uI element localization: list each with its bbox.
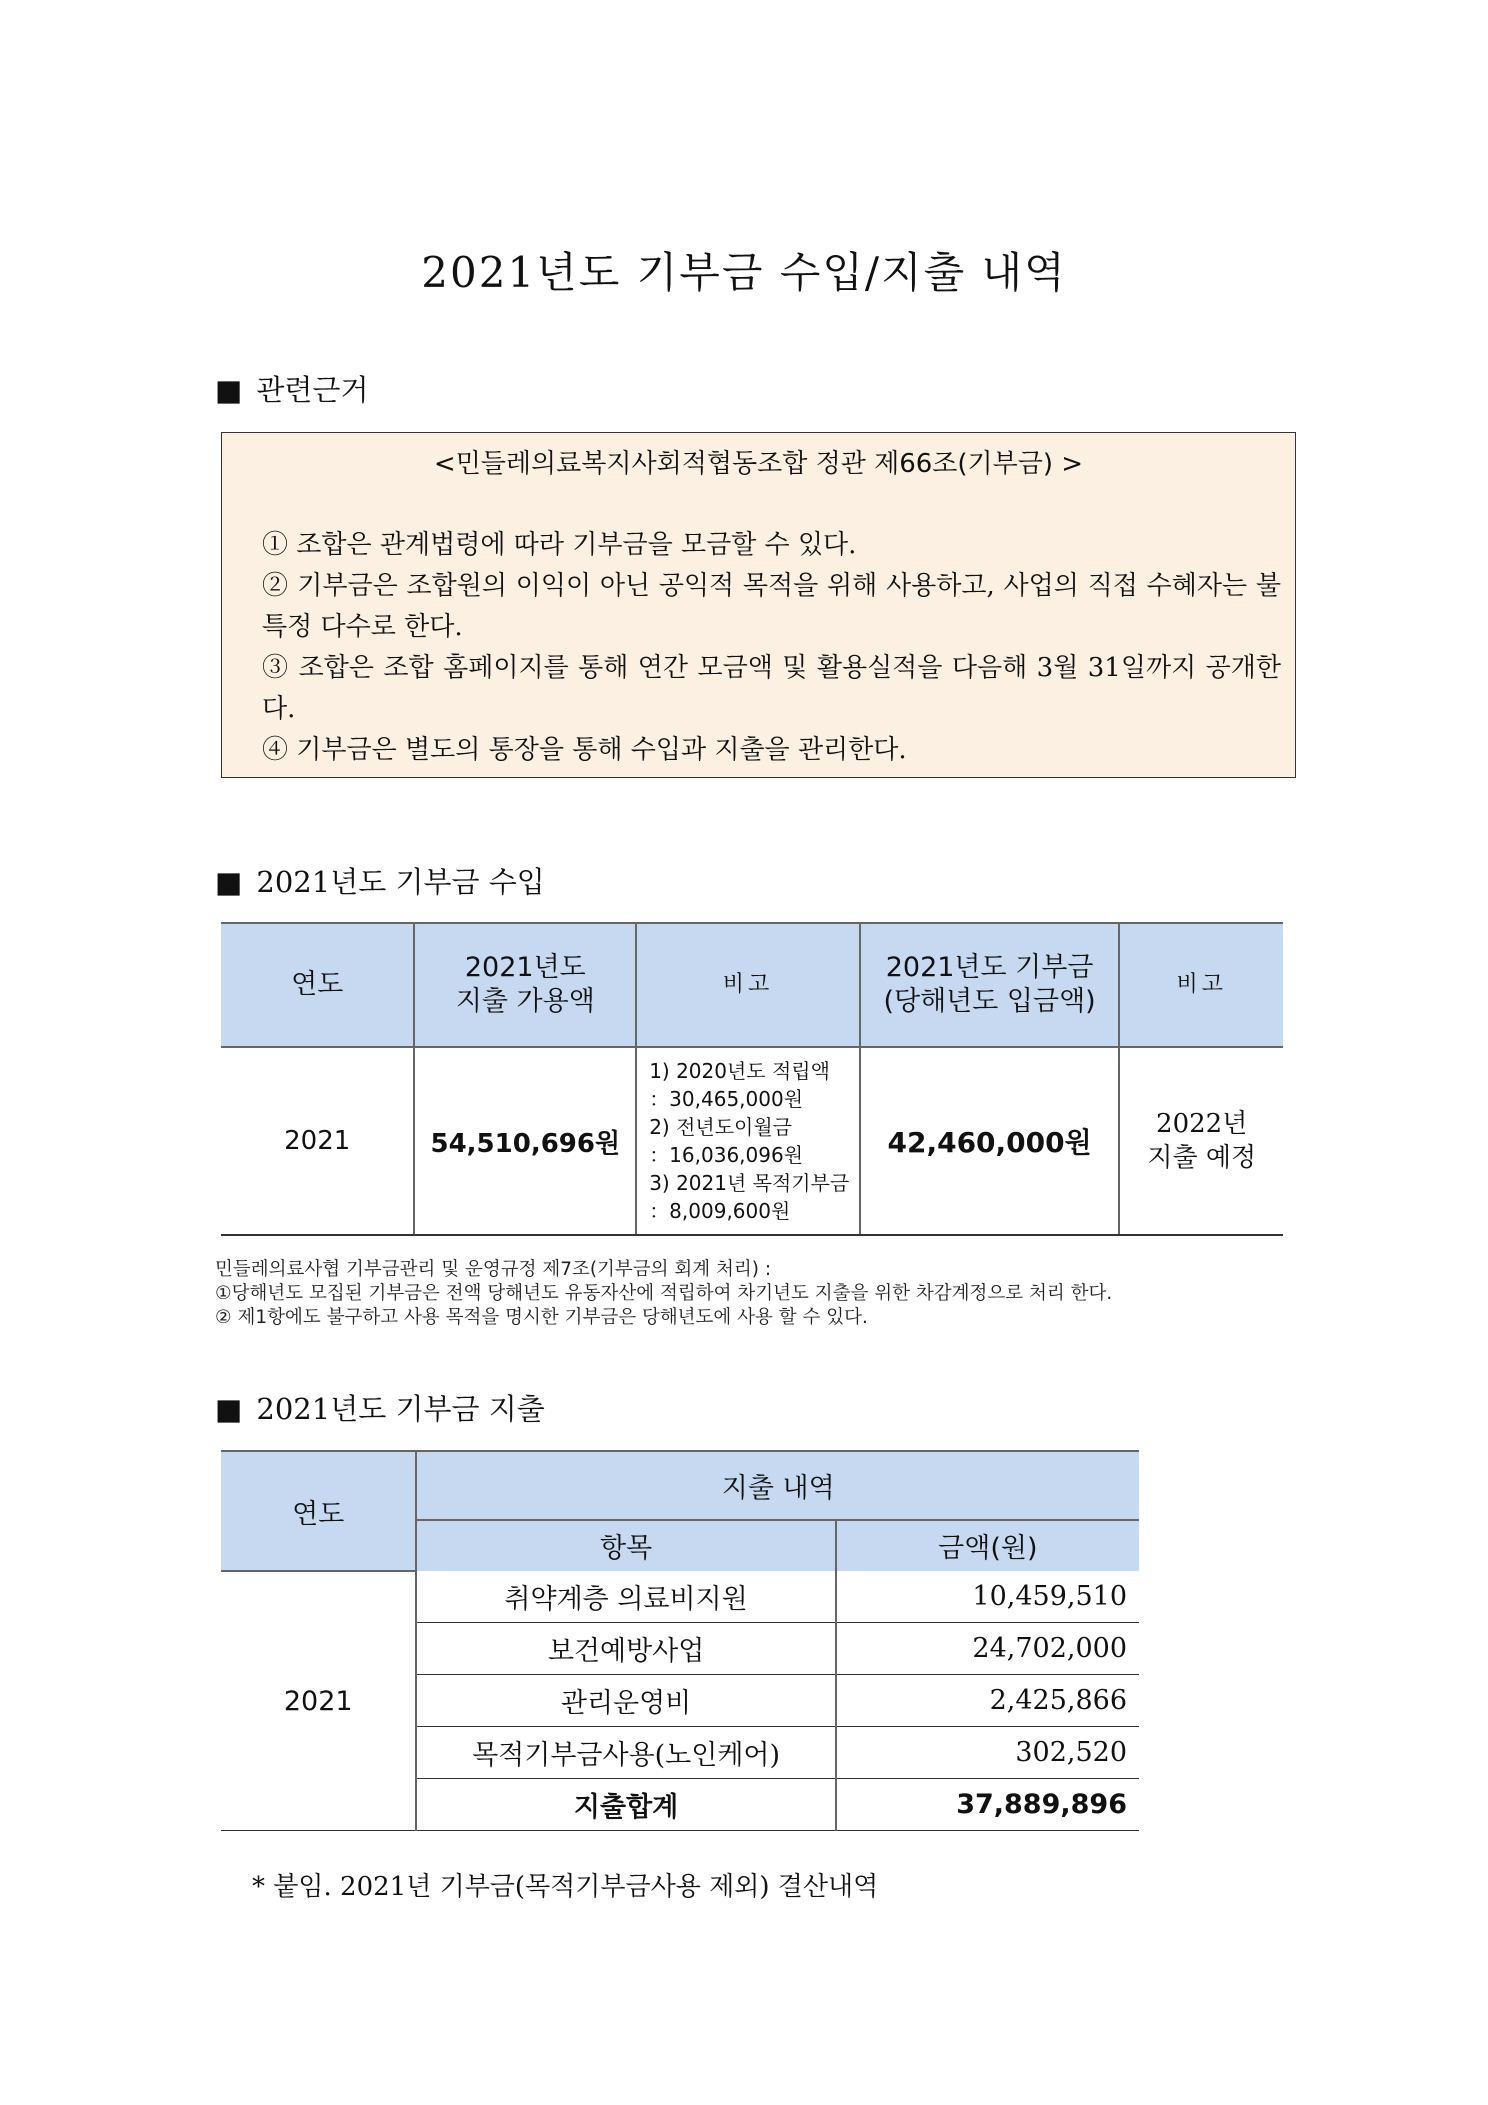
page-title: 2021년도 기부금 수입/지출 내역: [421, 248, 1067, 297]
income-footnote: [215, 1258, 1112, 1330]
header-available-line1: 2021년도: [464, 952, 586, 983]
header-donation-line2: (당해년도 입금액): [883, 986, 1096, 1017]
legal-heading: <민들레의료복지사회적협동조합 정관 제66조(기부금) >: [433, 449, 1084, 479]
expense-item: 보건예방사업: [416, 1623, 835, 1675]
note-line: ：8,009,600원: [649, 1199, 791, 1223]
expense-amount: 24,702,000: [836, 1623, 1139, 1675]
income-donation: 42,460,000원: [860, 1047, 1120, 1235]
section-heading-basis: [215, 368, 368, 409]
income-available: 54,510,696원: [414, 1047, 636, 1235]
legal-basis-box: [221, 432, 1296, 778]
legal-item: ② 기부금은 조합원의 이익이 아닌 공익적 목적을 위해 사용하고, 사업의 직접 수혜자는 불특정 다수로 한다.: [262, 571, 1281, 642]
legal-item: ③ 조합은 조합 홈페이지를 통해 연간 모금액 및 활용실적을 다음해 3월 31일까지 공개한다.: [262, 653, 1281, 724]
square-bullet-icon: ■: [215, 1392, 243, 1426]
footnote-line: ② 제1항에도 불구하고 사용 목적을 명시한 기부금은 당해년도에 사용 할 수 있다.: [215, 1307, 868, 1328]
note-line: ：16,036,096원: [649, 1143, 804, 1167]
income-notes: [636, 1047, 860, 1235]
expense-item: 취약계층 의료비지원: [416, 1571, 835, 1623]
expense-header-item: 항목: [416, 1520, 835, 1571]
header-available: [414, 923, 636, 1047]
footnote-line: ①당해년도 모집된 기부금은 전액 당해년도 유동자산에 적립하여 차기년도 지출을 위한 차감계정으로 처리 한다.: [215, 1283, 1113, 1304]
income-table: [221, 922, 1283, 1236]
expense-table: [221, 1450, 1139, 1831]
expense-item: 관리운영비: [416, 1675, 835, 1727]
header-note1: 비고: [636, 923, 860, 1047]
header-note2: 비고: [1119, 923, 1283, 1047]
note-line: ：30,465,000원: [649, 1087, 804, 1111]
square-bullet-icon: ■: [215, 373, 243, 407]
section-heading-expense: [215, 1387, 545, 1428]
header-donation: [860, 923, 1120, 1047]
note2-line1: 2022년: [1156, 1109, 1248, 1139]
legal-item: ④ 기부금은 별도의 통장을 통해 수입과 지출을 관리한다.: [262, 735, 907, 765]
legal-items: [262, 525, 1281, 771]
square-bullet-icon: ■: [215, 865, 243, 899]
expense-year: 2021: [221, 1571, 416, 1831]
footnote-line: 민들레의료사협 기부금관리 및 운영규정 제7조(기부금의 회계 처리) :: [215, 1259, 772, 1280]
income-year: 2021: [221, 1047, 414, 1235]
expense-header-year: 연도: [221, 1451, 416, 1571]
expense-total-amount: 37,889,896: [836, 1779, 1139, 1831]
table-row: [221, 1571, 1139, 1623]
section-heading-income: [215, 860, 545, 901]
income-note2: [1119, 1047, 1283, 1235]
expense-header-amount: 금액(원): [836, 1520, 1139, 1571]
attachment-note: * 붙임. 2021년 기부금(목적기부금사용 제외) 결산내역: [252, 1872, 879, 1902]
note-line: 3) 2021년 목적기부금: [649, 1171, 850, 1195]
expense-amount: 302,520: [836, 1727, 1139, 1779]
expense-item: 목적기부금사용(노인케어): [416, 1727, 835, 1779]
note2-line2: 지출 예정: [1147, 1143, 1257, 1173]
expense-total-label: 지출합계: [416, 1779, 835, 1831]
note-line: 1) 2020년도 적립액: [649, 1059, 830, 1083]
header-available-line2: 지출 가용액: [455, 986, 595, 1017]
legal-item: ① 조합은 관계법령에 따라 기부금을 모금할 수 있다.: [262, 530, 857, 560]
header-donation-line1: 2021년도 기부금: [885, 952, 1094, 983]
table-row: [221, 1047, 1283, 1235]
section-heading-basis-text: 관련근거: [256, 373, 369, 407]
expense-amount: 2,425,866: [836, 1675, 1139, 1727]
section-heading-expense-text: 2021년도 기부금 지출: [256, 1392, 545, 1426]
expense-amount: 10,459,510: [836, 1571, 1139, 1623]
expense-header-group: 지출 내역: [416, 1451, 1139, 1520]
header-year: 연도: [221, 923, 414, 1047]
section-heading-income-text: 2021년도 기부금 수입: [256, 865, 545, 899]
note-line: 2) 전년도이월금: [649, 1115, 792, 1139]
